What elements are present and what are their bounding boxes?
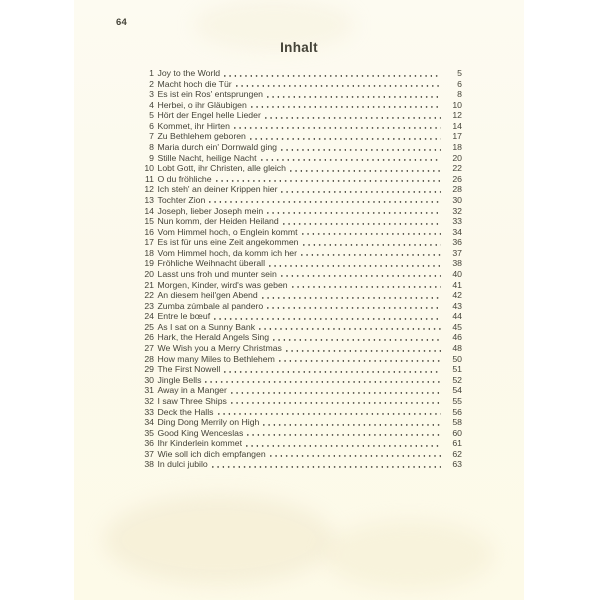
dot-leader [263,417,441,428]
dot-leader [302,227,441,238]
toc-entry-title: Joy to the World [157,68,221,78]
dot-leader [250,131,441,142]
dot-leader [281,142,441,153]
toc-entry-title: Vom Himmel hoch, o Englein kommt [157,226,298,237]
toc-entry-page: 46 [452,332,462,343]
toc-entry-title: Lasst uns froh und munter sein [157,268,277,279]
toc-entry-number: 31 [144,385,154,396]
dot-leader [247,428,441,439]
page-title: Inhalt [280,40,318,55]
toc-entry-title: Es ist ein Ros' entsprungen [157,89,263,100]
toc-entry-title: Maria durch ein' Dornwald ging [157,142,277,153]
toc-row [140,258,462,269]
dot-leader [269,258,441,269]
dot-leader [261,153,442,164]
toc-entry-page: 55 [452,395,462,406]
toc-entry-number: 13 [144,194,154,205]
toc-entry-page: 17 [452,131,462,142]
toc-entry-title: Good King Wenceslas [157,427,244,438]
toc-entry-page: 5 [457,68,462,78]
toc-row [140,68,462,79]
toc-entry-number: 33 [144,406,154,417]
toc-entry-title: Joseph, lieber Joseph mein [157,205,264,216]
toc-row [140,100,462,111]
toc-row [140,89,462,100]
toc-entry-page: 42 [452,290,462,301]
toc-entry-page: 45 [452,321,462,332]
toc-entry-page: 56 [452,406,462,417]
toc-entry-title: Ihr Kinderlein kommet [157,438,242,449]
toc-entry-title: The First Nowell [157,364,221,375]
paper-show-through-texture [324,520,494,590]
toc-entry-number: 22 [144,290,154,301]
toc-entry-page: 37 [452,247,462,258]
toc-entry-title: As I sat on a Sunny Bank [157,321,256,332]
toc-entry-number: 29 [144,364,154,375]
toc-entry-page: 32 [452,205,462,216]
toc-entry-number: 4 [149,99,154,110]
toc-entry-page: 38 [452,258,462,269]
toc-entry-number: 25 [144,321,154,332]
toc-entry-page: 40 [452,268,462,279]
toc-row [140,237,462,248]
toc-entry-title: Vom Himmel hoch, da komm ich her [157,247,298,258]
toc-row [140,269,462,280]
toc-row [140,206,462,217]
toc-row [140,110,462,121]
toc-entry-number: 27 [144,343,154,354]
dot-leader [279,354,441,365]
dot-leader [283,216,441,227]
toc-list [140,68,462,470]
toc-entry-title: Morgen, Kinder, wird's was geben [157,279,288,290]
dot-leader [234,121,441,132]
page-number: 64 [116,17,127,28]
dot-leader [251,100,441,111]
dot-leader [292,280,441,291]
toc-entry-title: Ding Dong Merrily on High [157,417,260,428]
dot-leader [224,68,441,79]
toc-row [140,216,462,227]
toc-entry-number: 34 [144,417,154,428]
paper-show-through-texture [104,495,334,585]
toc-entry-page: 18 [452,142,462,153]
toc-row [140,311,462,322]
toc-entry-title: Nun komm, der Heiden Heiland [157,216,279,227]
toc-entry-page: 44 [452,311,462,322]
toc-entry-page: 61 [452,438,462,449]
toc-entry-title: O du fröhliche [157,173,212,184]
toc-row [140,301,462,312]
toc-row [140,142,462,153]
toc-row [140,343,462,354]
toc-entry-number: 3 [149,89,154,100]
dot-leader [205,375,441,386]
toc-entry-title: Zu Bethlehem geboren [157,131,246,142]
toc-row [140,407,462,418]
dot-leader [265,110,441,121]
dot-leader [214,311,441,322]
dot-leader [246,438,441,449]
toc-entry-page: 8 [457,89,462,100]
toc-entry-number: 20 [144,268,154,279]
toc-entry-title: In dulci jubilo [157,459,208,470]
toc-entry-number: 9 [149,152,154,163]
dot-leader [231,396,441,407]
toc-row [140,449,462,460]
dot-leader [224,364,441,375]
toc-entry-page: 22 [452,163,462,174]
toc-entry-page: 50 [452,353,462,364]
dot-leader [267,301,441,312]
toc-entry-page: 41 [452,279,462,290]
toc-entry-title: Hört der Engel helle Lieder [157,110,261,121]
dot-leader [212,459,441,470]
book-page [74,0,524,600]
toc-row [140,438,462,449]
toc-row [140,79,462,90]
toc-entry-title: Herbei, o ihr Gläubigen [157,99,247,110]
toc-entry-page: 54 [452,385,462,396]
toc-entry-title: We Wish you a Merry Christmas [157,343,282,354]
toc-entry-page: 52 [452,374,462,385]
dot-leader [262,290,441,301]
toc-entry-title: Wie soll ich dich empfangen [157,448,266,459]
dot-leader [303,237,442,248]
toc-entry-title: Fröhliche Weihnacht überall [157,258,266,269]
toc-entry-page: 58 [452,417,462,428]
toc-entry-number: 23 [144,300,154,311]
toc-entry-number: 12 [144,184,154,195]
toc-row [140,459,462,470]
dot-leader [216,174,441,185]
toc-entry-title: Jingle Bells [157,374,202,385]
toc-entry-number: 8 [149,142,154,153]
toc-row [140,290,462,301]
toc-entry-number: 16 [144,226,154,237]
toc-row [140,184,462,195]
toc-entry-title: Es ist für uns eine Zeit angekommen [157,237,299,248]
toc-entry-title: I saw Three Ships [157,395,227,406]
toc-entry-page: 34 [452,226,462,237]
toc-entry-page: 43 [452,300,462,311]
toc-entry-title: Ich steh' an deiner Krippen hier [157,184,278,195]
dot-leader [267,89,441,100]
toc-entry-title: Hark, the Herald Angels Sing [157,332,270,343]
toc-entry-page: 10 [452,99,462,110]
toc-row [140,163,462,174]
toc-row [140,385,462,396]
toc-entry-page: 12 [452,110,462,121]
dot-leader [286,343,441,354]
toc-entry-number: 10 [144,163,154,174]
toc-entry-page: 14 [452,120,462,131]
toc-row [140,354,462,365]
toc-row [140,131,462,142]
toc-row [140,364,462,375]
dot-leader [236,79,441,90]
toc-entry-number: 21 [144,279,154,290]
toc-row [140,174,462,185]
toc-entry-page: 60 [452,427,462,438]
toc-row [140,248,462,259]
dot-leader [290,163,441,174]
toc-row [140,417,462,428]
toc-entry-number: 7 [149,131,154,142]
toc-entry-title: Entre le bœuf [157,311,211,322]
toc-row [140,280,462,291]
toc-row [140,332,462,343]
toc-entry-title: Kommet, ihr Hirten [157,120,230,131]
toc-entry-number: 1 [149,68,154,78]
toc-entry-number: 38 [144,459,154,470]
toc-entry-title: Deck the Halls [157,406,214,417]
toc-entry-title: Zumba zúmbale al pandero [157,300,264,311]
toc-entry-title: An diesem heil'gen Abend [157,290,258,301]
toc-entry-number: 15 [144,216,154,227]
toc-entry-number: 35 [144,427,154,438]
toc-entry-page: 26 [452,173,462,184]
toc-entry-number: 36 [144,438,154,449]
toc-entry-page: 48 [452,343,462,354]
dot-leader [281,269,441,280]
toc-entry-number: 26 [144,332,154,343]
toc-entry-page: 36 [452,237,462,248]
toc-entry-number: 18 [144,247,154,258]
toc-entry-title: Lobt Gott, ihr Christen, alle gleich [157,163,286,174]
toc-entry-title: Tochter Zion [157,194,206,205]
toc-entry-number: 32 [144,395,154,406]
toc-row [140,396,462,407]
toc-entry-page: 33 [452,216,462,227]
toc-entry-number: 5 [149,110,154,121]
toc-row [140,322,462,333]
toc-row [140,375,462,386]
toc-row [140,428,462,439]
toc-entry-title: Macht hoch die Tür [157,78,232,89]
toc-entry-number: 17 [144,237,154,248]
dot-leader [281,184,441,195]
dot-leader [267,206,441,217]
toc-row [140,153,462,164]
dot-leader [209,195,441,206]
toc-entry-title: How many Miles to Bethlehem [157,353,275,364]
toc-entry-page: 62 [452,448,462,459]
toc-entry-number: 11 [144,173,154,184]
toc-entry-number: 37 [144,448,154,459]
toc-row [140,121,462,132]
toc-entry-page: 6 [457,78,462,89]
toc-row [140,195,462,206]
toc-entry-number: 19 [144,258,154,269]
toc-entry-page: 28 [452,184,462,195]
toc-entry-title: Away in a Manger [157,385,227,396]
dot-leader [301,248,441,259]
toc-entry-page: 30 [452,194,462,205]
toc-entry-number: 28 [144,353,154,364]
toc-entry-title: Stille Nacht, heilige Nacht [157,152,257,163]
toc-entry-number: 6 [149,120,154,131]
toc-entry-number: 2 [149,78,154,89]
dot-leader [273,332,441,343]
toc-entry-number: 24 [144,311,154,322]
dot-leader [270,449,441,460]
toc-entry-page: 20 [452,152,462,163]
toc-entry-number: 30 [144,374,154,385]
dot-leader [259,322,441,333]
toc-entry-page: 51 [452,364,462,375]
toc-entry-page: 63 [452,459,462,470]
dot-leader [218,407,441,418]
dot-leader [231,385,441,396]
toc-row [140,227,462,238]
toc-entry-number: 14 [144,205,154,216]
